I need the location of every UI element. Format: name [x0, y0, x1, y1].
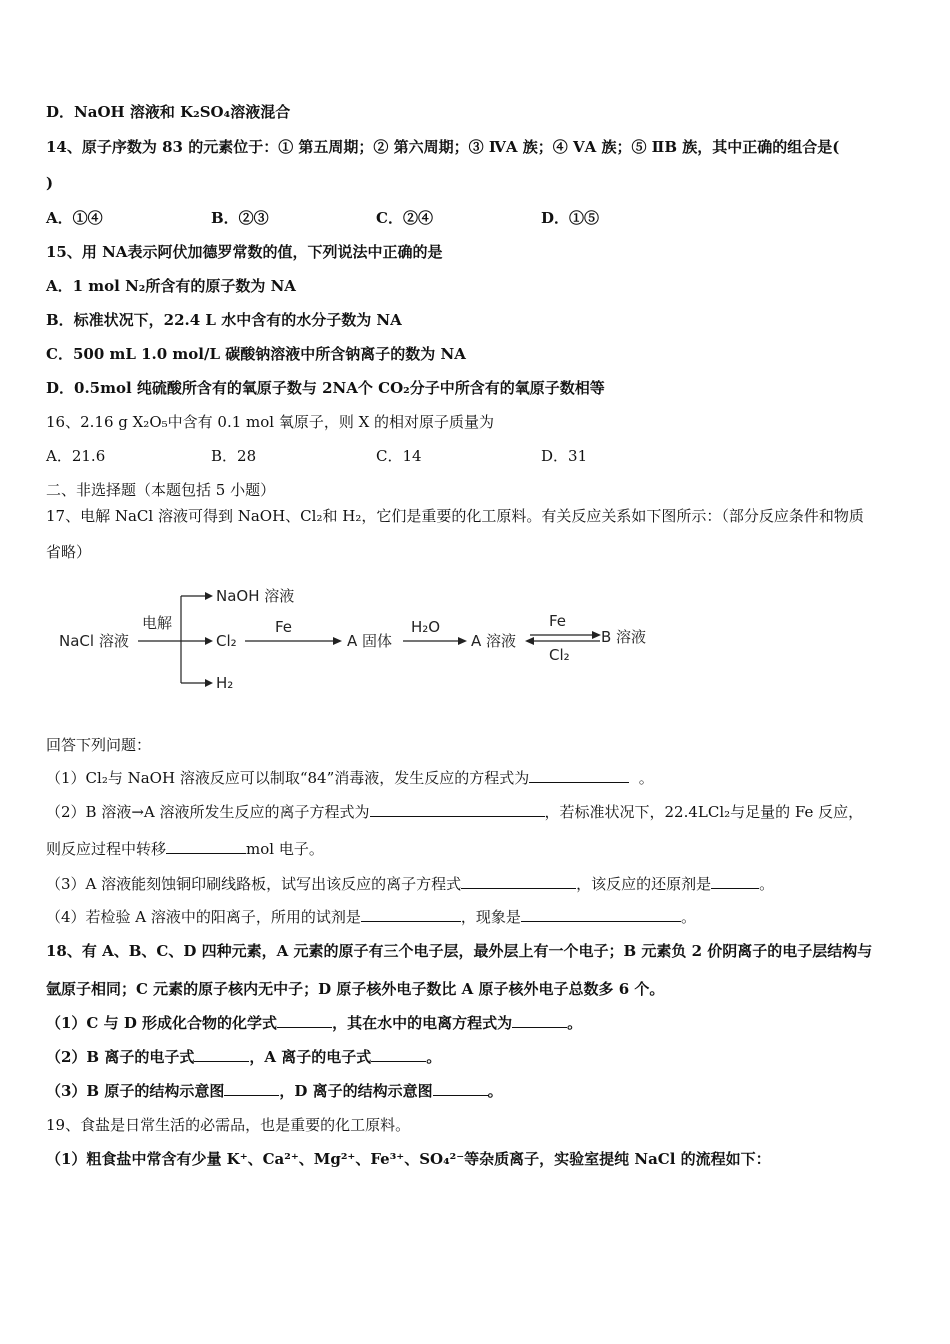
diagram-naoh: NaOH 溶液: [216, 587, 295, 605]
answer-blank[interactable]: [711, 874, 759, 889]
q17-sub-3-end: 。: [759, 875, 775, 893]
answer-blank[interactable]: [370, 802, 545, 817]
diagram-h2: H₂: [216, 674, 234, 692]
section-2-heading: 二、非选择题（本题包括 5 小题）: [46, 481, 276, 499]
q17-stem-1: 17、电解 NaCl 溶液可得到 NaOH、Cl₂和 H₂，它们是重要的化工原料。有关反应关系如下图所示：（部分反应条件和物质: [46, 507, 864, 525]
q18-sub-3-end: 。: [487, 1082, 503, 1100]
q19-stem: 19、食盐是日常生活的必需品，也是重要的化工原料。: [46, 1116, 411, 1134]
q14-option-c: C．②④: [376, 209, 433, 227]
q17-sub-2-text-b: ，若标准状况下，22.4LCl₂与足量的 Fe 反应，: [544, 803, 864, 821]
answer-blank[interactable]: [433, 1081, 488, 1096]
q18-sub-1: [46, 1013, 582, 1033]
q14-option-a: A．①④: [46, 209, 103, 227]
q17-sub-4-text-b: ，现象是: [460, 908, 521, 926]
q18-sub-1-text-b: ，其在水中的电离方程式为: [332, 1014, 513, 1032]
answer-blank[interactable]: [371, 1047, 426, 1062]
q19-sub-1: （1）粗食盐中常含有少量 K⁺、Ca²⁺、Mg²⁺、Fe³⁺、SO₄²⁻等杂质离子，实验室提纯 NaCl 的流程如下：: [46, 1150, 771, 1168]
q17-sub-1: [46, 768, 654, 788]
q18-sub-2-text: （2）B 离子的电子式: [46, 1048, 195, 1066]
q18-stem-2: 氩原子相同；C 元素的原子核内无中子；D 原子核外电子数比 A 原子核外电子总数多 6 个。: [46, 980, 665, 998]
diagram-b-solution: B 溶液: [601, 628, 647, 646]
diagram-nacl: NaCl 溶液: [59, 632, 129, 650]
q18-sub-2-end: 。: [426, 1048, 442, 1066]
diagram-cl2: Cl₂: [216, 632, 237, 650]
q17-sub-2-text-d: mol 电子。: [246, 840, 324, 858]
q17-answer-prompt: 回答下列问题：: [46, 736, 152, 754]
q15-stem: 15、用 NA表示阿伏加德罗常数的值，下列说法中正确的是: [46, 243, 443, 261]
q14-option-b: B．②③: [211, 209, 269, 227]
diagram-a-solution: A 溶液: [471, 632, 517, 650]
q17-sub-4-end: 。: [680, 908, 696, 926]
q17-sub-1-text: （1）Cl₂与 NaOH 溶液反应可以制取“84”消毒液，发生反应的方程式为: [46, 769, 530, 787]
q14-options: [46, 208, 599, 228]
q17-sub-2-text-c: 则反应过程中转移: [46, 840, 167, 858]
q16-option-c: C．14: [376, 447, 422, 465]
q18-sub-2-text-b: ，A 离子的电子式: [249, 1048, 372, 1066]
q15-option-b: B．标准状况下，22.4 L 水中含有的水分子数为 NA: [46, 311, 402, 329]
q16-option-a: A．21.6: [46, 447, 106, 465]
q14-stem-2: ): [46, 174, 54, 192]
answer-blank[interactable]: [461, 874, 576, 889]
answer-blank[interactable]: [224, 1081, 279, 1096]
answer-blank[interactable]: [512, 1013, 567, 1028]
answer-blank[interactable]: [361, 907, 461, 922]
answer-blank[interactable]: [529, 768, 629, 783]
q16-stem: 16、2.16 g X₂O₅中含有 0.1 mol 氧原子，则 X 的相对原子质量为: [46, 413, 495, 431]
q18-sub-2: [46, 1047, 441, 1067]
q17-sub-3-text-b: ，该反应的还原剂是: [576, 875, 712, 893]
q16-option-b: B．28: [211, 447, 257, 465]
reaction-diagram: [55, 580, 675, 695]
diagram-fe: Fe: [275, 618, 293, 636]
q17-sub-2-text: （2）B 溶液→A 溶液所发生反应的离子方程式为: [46, 803, 370, 821]
q17-sub-2: [46, 802, 863, 822]
q14-option-d: D．①⑤: [541, 209, 600, 227]
q16-option-d: D．31: [541, 447, 588, 465]
q17-sub-1-end: 。: [638, 769, 654, 787]
q17-sub-4-text: （4）若检验 A 溶液中的阳离子，所用的试剂是: [46, 908, 361, 926]
q18-stem-1: 18、有 A、B、C、D 四种元素，A 元素的原子有三个电子层，最外层上有一个电子；B 元素负 2 价阴离子的电子层结构与: [46, 942, 873, 960]
q18-sub-1-text: （1）C 与 D 形成化合物的化学式: [46, 1014, 278, 1032]
q13-option-d: D．NaOH 溶液和 K₂SO₄溶液混合: [46, 103, 291, 121]
q14-stem-1: 14、原子序数为 83 的元素位于：① 第五周期；② 第六周期；③ ⅣA 族；④ ⅤA 族；⑤ ⅡB 族，其中正确的组合是(: [46, 138, 840, 156]
answer-blank[interactable]: [166, 839, 246, 854]
q17-sub-4: [46, 907, 696, 927]
q16-options: [46, 446, 587, 466]
diagram-fe-2: Fe: [549, 612, 567, 630]
diagram-a-solid: A 固体: [347, 632, 393, 650]
q15-option-a: A．1 mol N₂所含有的原子数为 NA: [46, 277, 296, 295]
q15-option-c: C．500 mL 1.0 mol/L 碳酸钠溶液中所含钠离子的数为 NA: [46, 345, 466, 363]
q17-sub-3-text: （3）A 溶液能刻蚀铜印刷线路板，试写出该反应的离子方程式: [46, 875, 462, 893]
q18-sub-3-text: （3）B 原子的结构示意图: [46, 1082, 225, 1100]
answer-blank[interactable]: [277, 1013, 332, 1028]
q17-sub-3: [46, 874, 774, 894]
diagram-h2o: H₂O: [411, 618, 441, 636]
answer-blank[interactable]: [521, 907, 681, 922]
q18-sub-1-end: 。: [567, 1014, 583, 1032]
q18-sub-3-text-b: ，D 离子的结构示意图: [279, 1082, 433, 1100]
q18-sub-3: [46, 1081, 503, 1101]
q17-sub-2-cont: [46, 839, 324, 859]
q17-stem-2: 省略）: [46, 543, 92, 561]
q15-option-d: D．0.5mol 纯硫酸所含有的氧原子数与 2NA个 CO₂分子中所含有的氧原子数相等: [46, 379, 605, 397]
diagram-electrolysis: 电解: [142, 614, 173, 632]
answer-blank[interactable]: [194, 1047, 249, 1062]
diagram-cl2-reverse: Cl₂: [549, 646, 570, 664]
